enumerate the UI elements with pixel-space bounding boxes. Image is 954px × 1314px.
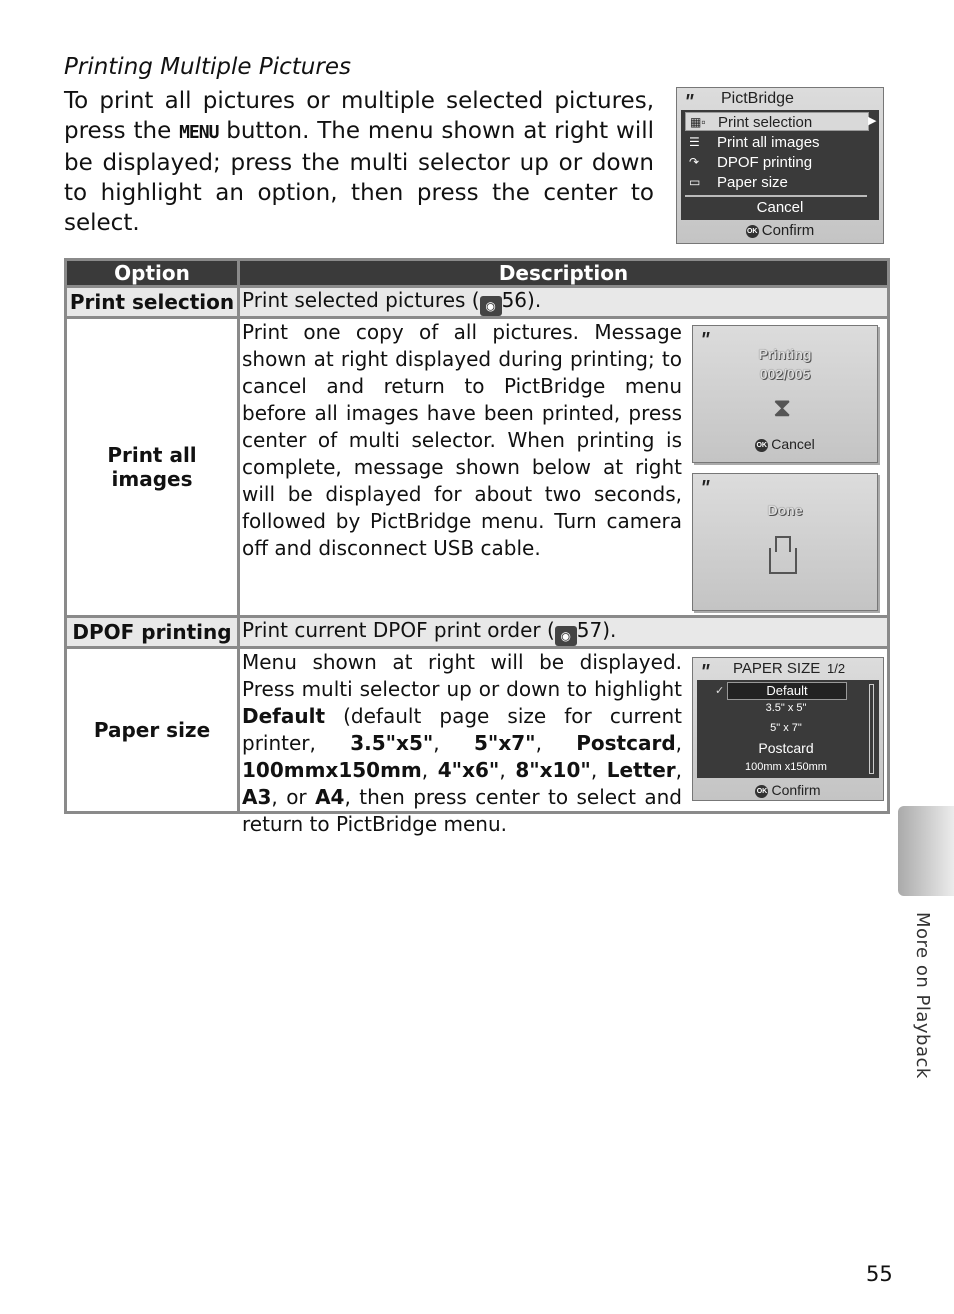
- desc-print-all-images: [240, 319, 887, 615]
- option-print-all-images: Print all images: [67, 319, 237, 615]
- chapter-tab-label: More on Playback: [912, 912, 933, 1079]
- done-screen: [692, 473, 878, 611]
- page-ref-icon: ◉: [555, 626, 577, 646]
- printing-count: 002/005: [759, 366, 811, 382]
- right-arrow-icon: ▶: [868, 115, 877, 127]
- page-ref-icon: ◉: [480, 296, 502, 316]
- intro-text-2: button. The menu shown at right will be displayed; press the multi selector up or down to highlight an option, then press the center to select.: [64, 118, 654, 236]
- cancel-label[interactable]: Cancel: [771, 436, 815, 452]
- desc-paper-size: [240, 649, 887, 836]
- intro-paragraph: [64, 86, 654, 238]
- paper-item-5x7[interactable]: 5" x 7": [770, 722, 802, 734]
- table-row-print-selection: [67, 288, 887, 316]
- menu-item-dpof-printing[interactable]: [685, 153, 869, 172]
- chapter-tab: [898, 806, 954, 896]
- paper-size-description: Menu shown at right will be displayed. Press multi selector up or down to highlight Default (default page size for current printer, 3.5"x5", 5"x7", Postcard, 100mmx150mm, 4"x6", 8"x10", Letter, A3, or A4, then press center to select and return to PictBridge menu.: [242, 650, 683, 836]
- check-icon: ✓: [715, 685, 725, 697]
- menu-item-print-all-images[interactable]: [685, 133, 869, 152]
- desc-text: Print selected pictures (: [242, 288, 480, 312]
- menu-divider: [685, 195, 867, 197]
- pictbridge-logo-icon: ꞌꞌ: [701, 477, 710, 496]
- print-all-icon: ☰: [689, 135, 700, 149]
- pictbridge-menu-title: PictBridge: [721, 90, 794, 107]
- pictbridge-menu-screen: [676, 87, 884, 244]
- cancel-menu-item[interactable]: Cancel: [756, 199, 804, 216]
- done-label: Done: [767, 502, 803, 518]
- pictbridge-logo-icon: ꞌꞌ: [701, 661, 710, 680]
- intro-text-1: To print all pictures or multiple selected pictures, press the: [64, 88, 654, 144]
- printer-paper-icon: [775, 536, 791, 552]
- menu-button-label: MENU: [179, 122, 219, 143]
- ok-button-icon: OK: [755, 439, 768, 452]
- desc-dpof-printing: [240, 618, 887, 646]
- paper-menu-scrollbar[interactable]: [869, 684, 874, 774]
- printing-label: Printing: [758, 346, 812, 362]
- menu-item-label: Print selection: [718, 114, 813, 131]
- dpof-icon: ↷: [689, 155, 700, 169]
- desc-text: ).: [602, 618, 617, 642]
- print-all-description: Print one copy of all pictures. Message shown at right displayed during printing; to cancel and return to PictBridge menu before all images have been printed, press center of multi selector. When printing is complete, message shown below at right will be displayed for about two seconds, followed by PictBridge menu. Turn camera off and disconnect USB cable.: [242, 320, 682, 560]
- option-print-selection: Print selection: [67, 288, 237, 316]
- hourglass-icon: ⧗: [773, 392, 792, 422]
- paper-icon: ▭: [689, 175, 701, 189]
- pictbridge-logo-icon: ꞌꞌ: [701, 329, 710, 348]
- paper-item-postcard[interactable]: Postcard: [758, 740, 814, 756]
- paper-menu-title: PAPER SIZE: [733, 660, 821, 677]
- options-table: [64, 258, 890, 836]
- cancel-hint: [693, 436, 877, 452]
- confirm-label: Confirm: [761, 222, 815, 239]
- print-selection-icon: ▦▫: [690, 115, 706, 129]
- option-paper-size: Paper size: [67, 649, 237, 811]
- table-header-row: [67, 261, 887, 285]
- confirm-label: Confirm: [771, 782, 821, 798]
- ok-button-icon: OK: [755, 785, 768, 798]
- printing-screen: [692, 325, 878, 463]
- table-row-paper-size: [67, 649, 887, 811]
- header-description: Description: [240, 261, 887, 285]
- section-title: Printing Multiple Pictures: [64, 54, 351, 80]
- desc-print-selection: [240, 288, 887, 316]
- page-ref: 56: [501, 288, 528, 312]
- table-row-dpof-printing: [67, 618, 887, 646]
- paper-item-default[interactable]: Default: [727, 682, 847, 700]
- menu-item-label: Paper size: [717, 174, 788, 191]
- paper-item-100x150[interactable]: 100mm x150mm: [745, 761, 827, 773]
- menu-item-label: DPOF printing: [717, 154, 813, 171]
- ok-button-icon: OK: [746, 225, 759, 238]
- desc-text: Print current DPOF print order (: [242, 618, 555, 642]
- page-ref: 57: [576, 618, 603, 642]
- option-dpof-printing: DPOF printing: [67, 618, 237, 646]
- desc-text: ).: [527, 288, 542, 312]
- page-number: 55: [866, 1262, 893, 1286]
- confirm-hint: [693, 782, 883, 798]
- menu-item-paper-size[interactable]: [685, 173, 869, 192]
- confirm-hint: [677, 222, 883, 239]
- paper-menu-page: 1/2: [827, 661, 846, 676]
- menu-item-print-selection[interactable]: [685, 112, 869, 131]
- paper-item-3-5x5[interactable]: 3.5" x 5": [765, 702, 807, 714]
- header-option: Option: [67, 261, 237, 285]
- pictbridge-logo-icon: ꞌꞌ: [685, 91, 694, 110]
- menu-item-label: Print all images: [717, 134, 820, 151]
- paper-size-screen: [692, 657, 884, 801]
- table-row-print-all-images: [67, 319, 887, 615]
